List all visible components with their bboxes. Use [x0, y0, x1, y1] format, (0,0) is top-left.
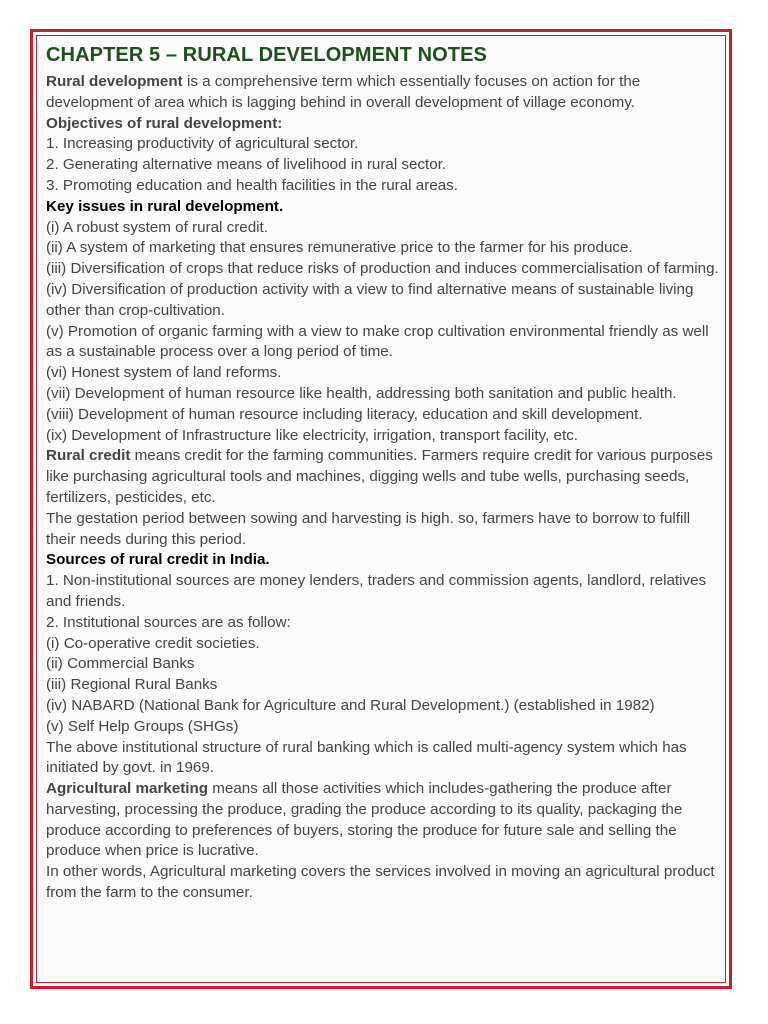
rural-credit-text: means credit for the farming communities. Farmers require credit for various purposes like purchasing agricultural tools and machines, digging wells and tube wells, purchasing seeds, fertilizers, pesticides, etc.	[46, 447, 713, 506]
source-item: (iii) Regional Rural Banks	[46, 676, 218, 694]
key-issue-item: (iv) Diversification of production activity with a view to find alternative means of sustainable living other than crop-cultivation.	[46, 280, 694, 319]
marketing-paragraph	[46, 779, 722, 862]
key-issue-item: (viii) Development of human resource including literacy, education and skill development.	[46, 405, 643, 423]
notes-content	[46, 40, 722, 904]
sources-heading: Sources of rural credit in India.	[46, 551, 270, 569]
key-issue-item: (iii) Diversification of crops that reduce risks of production and induces commercialisation of farming.	[46, 260, 719, 278]
source-item: 2. Institutional sources are as follow:	[46, 613, 291, 631]
gestation-paragraph: The gestation period between sowing and harvesting is high. so, farmers have to borrow to fulfill their needs during this period.	[46, 509, 691, 548]
key-issue-item: (i) A robust system of rural credit.	[46, 218, 268, 236]
source-item: (iv) NABARD (National Bank for Agriculture and Rural Development.) (established in 1982)	[46, 696, 655, 714]
objective-item: 1. Increasing productivity of agricultural sector.	[46, 135, 359, 153]
source-item: (ii) Commercial Banks	[46, 655, 195, 673]
marketing-term: Agricultural marketing	[46, 780, 209, 798]
source-item: (i) Co-operative credit societies.	[46, 634, 260, 652]
rural-credit-term: Rural credit	[46, 447, 131, 465]
rural-credit-paragraph	[46, 446, 722, 508]
source-item: (v) Self Help Groups (SHGs)	[46, 717, 239, 735]
key-issue-item: (ii) A system of marketing that ensures remunerative price to the farmer for his produce.	[46, 239, 633, 257]
source-item: 1. Non-institutional sources are money lenders, traders and commission agents, landlord, relatives and friends.	[46, 572, 707, 610]
chapter-title: CHAPTER 5 – RURAL DEVELOPMENT NOTES	[46, 44, 487, 66]
intro-text: is a comprehensive term which essentially focuses on action for the development of area which is lagging behind in overall development of village economy.	[46, 73, 641, 111]
objectives-heading: Objectives of rural development:	[46, 114, 283, 132]
key-issues-heading: Key issues in rural development.	[46, 197, 284, 215]
intro-term: Rural development	[46, 73, 183, 90]
key-issue-item: (vi) Honest system of land reforms.	[46, 364, 282, 382]
objective-item: 2. Generating alternative means of livelihood in rural sector.	[46, 156, 447, 174]
objective-item: 3. Promoting education and health facilities in the rural areas.	[46, 176, 458, 194]
source-item: The above institutional structure of rural banking which is called multi-agency system which has initiated by govt. in 1969.	[46, 738, 687, 777]
key-issue-item: (v) Promotion of organic farming with a view to make crop cultivation environmental friendly as well as a sustainable process over a long period of time.	[46, 322, 709, 361]
marketing-text: means all those activities which includes-gathering the produce after harvesting, processing the produce, grading the produce according to its quality, packaging the produce according to preferences of buyers, storing the produce for future sale and selling the produce when price is lucrative.	[46, 780, 683, 860]
key-issue-item: (vii) Development of human resource like health, addressing both sanitation and public health.	[46, 384, 677, 402]
intro-paragraph	[46, 72, 722, 114]
key-issue-item: (ix) Development of Infrastructure like electricity, irrigation, transport facility, etc.	[46, 426, 579, 444]
other-words-paragraph: In other words, Agricultural marketing covers the services involved in moving an agricultural product from the farm to the consumer.	[46, 863, 715, 902]
